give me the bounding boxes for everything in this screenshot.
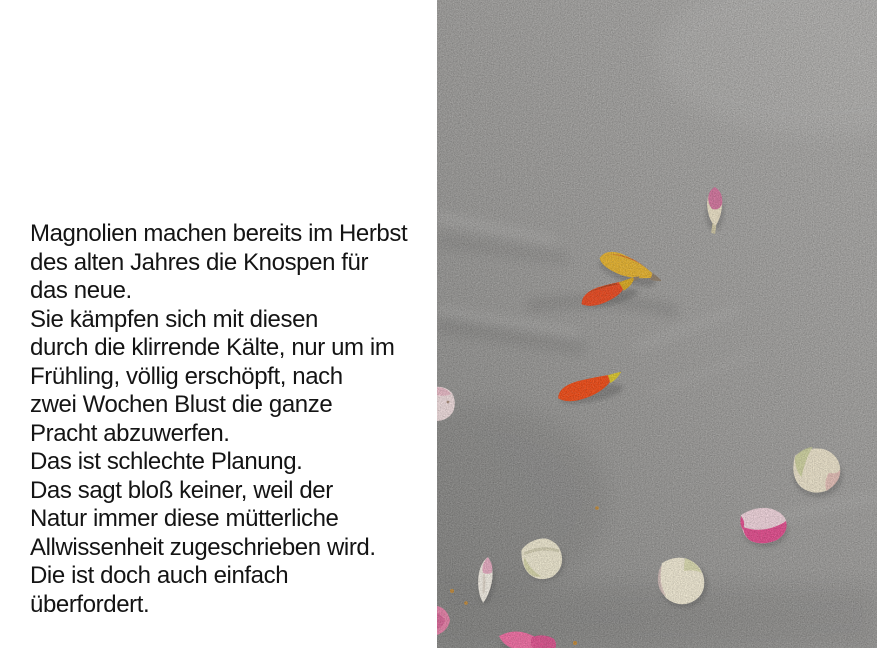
text-line: zwei Wochen Blust die ganze: [30, 391, 333, 418]
text-line: Allwissenheit zugeschrieben wird.: [30, 533, 376, 561]
text-line: Natur immer diese mütterliche: [30, 505, 339, 532]
photo-panel: [437, 0, 877, 648]
text-panel: [30, 220, 432, 619]
text-line: Die ist doch auch einfach: [30, 562, 289, 589]
text-line: Pracht abzuwerfen.: [30, 419, 230, 447]
text-line: Sie kämpfen sich mit diesen: [30, 305, 319, 333]
text-line: Das sagt bloß keiner, weil der: [30, 476, 333, 504]
text-line: Das ist schlechte Planung.: [30, 448, 303, 475]
petals-photo-image: [437, 0, 877, 648]
text-line: durch die klirrende Kälte, nur um im: [30, 334, 395, 361]
paper-grain-light: [437, 0, 877, 648]
text-line: das neue.: [30, 277, 132, 304]
text-line: Magnolien machen bereits im Herbst: [30, 220, 408, 247]
text-line: überfordert.: [30, 590, 150, 618]
text-line: des alten Jahres die Knospen für: [30, 248, 369, 276]
text-line: Frühling, völlig erschöpft, nach: [30, 362, 343, 390]
